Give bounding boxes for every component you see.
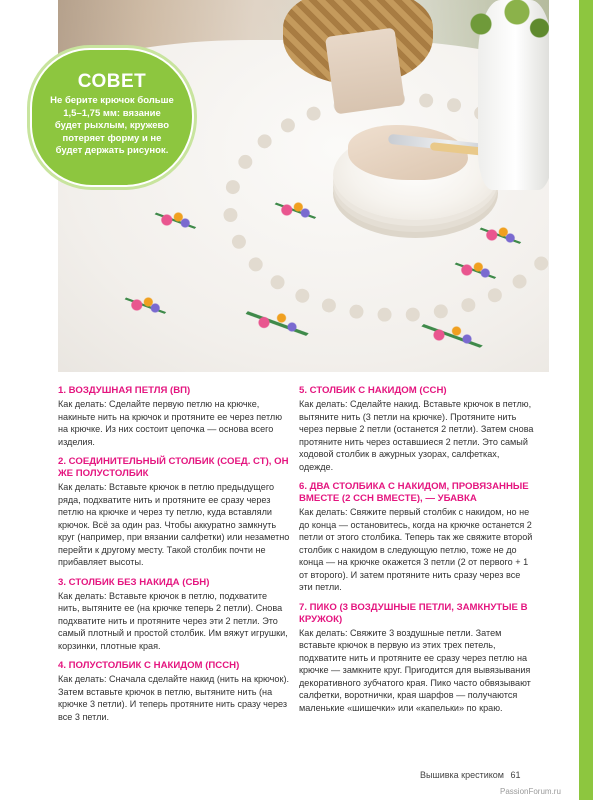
green-side-stripe: [579, 0, 593, 800]
embroidered-flower: [453, 255, 499, 285]
embroidered-flower: [153, 205, 199, 235]
watermark: PassionForum.ru: [500, 787, 561, 796]
section-body: Как делать: Сделайте первую петлю на крючке, накиньте нить на крючок и протяните ее через петлю на крючке. Из них состоит цепочка — основа всего изделия.: [58, 399, 283, 447]
section-body: Как делать: Свяжите 3 воздушные петли. Затем вставьте крючок в первую из этих трех петель, подхватите нить и протяните ее сразу через петлю на крючке — замкните круг. Пригодится для вывязывания декоративного зубчатого края. Пико часто обвязывают салфетки, воротнички, края шарфов — получаются маленькие «шишечки» или «капельки» по краю.: [299, 627, 531, 713]
embroidered-flower: [123, 290, 169, 320]
embroidered-flower: [478, 220, 524, 250]
section-heading: 2. СОЕДИНИТЕЛЬНЫЙ СТОЛБИК (СОЕД. СТ), ОН ЖЕ ПОЛУСТОЛБИК: [58, 456, 289, 479]
section-picot: [299, 602, 534, 715]
page-number: 61: [510, 770, 521, 780]
section-air-loop: [58, 385, 290, 448]
embroidered-flower: [418, 315, 488, 355]
embroidered-flower: [273, 195, 319, 225]
section-body: Как делать: Сначала сделайте накид (нить на крючок). Затем вставьте крючок в петлю, вытяните нить (на крючке 3 петли). И теперь протяните нить сразу через все 3 петли.: [58, 674, 289, 722]
green-leaves: [463, 0, 549, 40]
section-heading: 4. ПОЛУСТОЛБИК С НАКИДОМ (ПССН): [58, 660, 240, 671]
section-body: Как делать: Сделайте накид. Вставьте крючок в петлю, вытяните нить (3 петли на крючке). Протяните нить через первые 2 петли (останется 2 петли). Затем снова протяните нить через оставшиеся 2 петли. Это самый ходовой столбик в ажурных узорах, салфетках, одежде.: [299, 399, 534, 472]
section-body: Как делать: Вставьте крючок в петлю, подхватите нить, вытяните ее (на крючке теперь 2 петли). Снова подхватите нить и протяните через эти 2 петли. Это самый плотный и простой столбик. Им вяжут игрушки, корзинки, плотные края.: [58, 590, 288, 651]
magazine-title: Вышивка крестиком: [420, 770, 504, 780]
section-heading: 3. СТОЛБИК БЕЗ НАКИДА (СБН): [58, 576, 210, 588]
section-heading: 5. СТОЛБИК С НАКИДОМ (ССН): [299, 385, 447, 396]
section-half-double-crochet: [58, 660, 290, 723]
section-heading: 1. ВОЗДУШНАЯ ПЕТЛЯ (ВП): [58, 385, 191, 396]
page-footer: [420, 770, 521, 780]
napkin-in-basket: [325, 28, 405, 115]
advice-bubble: [30, 48, 194, 187]
text-column-left: [58, 385, 290, 731]
section-body: Как делать: Вставьте крючок в петлю предыдущего ряда, подхватите нить и протяните ее сразу через петлю на крючке и через ту петлю, куда вставляли крючок. Всё за один раз. Чтобы аккуратно замкнуть круг (например, при вязании салфетки) или незаметно перейти к другому месту. Такой столбик почти не прибавляет высоты.: [58, 482, 290, 567]
text-column-right: [299, 385, 534, 722]
section-body: Как делать: Свяжите первый столбик с накидом, но не до конца — остановитесь, когда на крючке останется 2 петли от этого столбика. Теперь так же свяжите второй столбик с накидом в следующую петлю, тоже не до конца — на крючке окажется 3 петли (2 от первого + 1 от второго). И затем протяните нить сразу через все эти петли.: [299, 507, 533, 592]
advice-title: СОВЕТ: [77, 71, 147, 92]
section-single-crochet: [58, 577, 290, 653]
embroidered-flower: [243, 300, 313, 345]
section-double-crochet: [299, 385, 534, 473]
section-heading: 6. ДВА СТОЛБИКА С НАКИДОМ, ПРОВЯЗАННЫЕ ВМЕСТЕ (2 ССН ВМЕСТЕ), — УБАВКА: [299, 481, 529, 504]
section-heading: 7. ПИКО (3 ВОЗДУШНЫЕ ПЕТЛИ, ЗАМКНУТЫЕ В КРУЖОК): [299, 601, 528, 625]
advice-text: Не берите крючок больше 1,5–1,75 мм: вязание будет рыхлым, кружево потеряет форму и не будет держать рисунок.: [50, 95, 174, 156]
section-decrease: [299, 481, 534, 594]
section-slip-stitch: [58, 456, 290, 569]
